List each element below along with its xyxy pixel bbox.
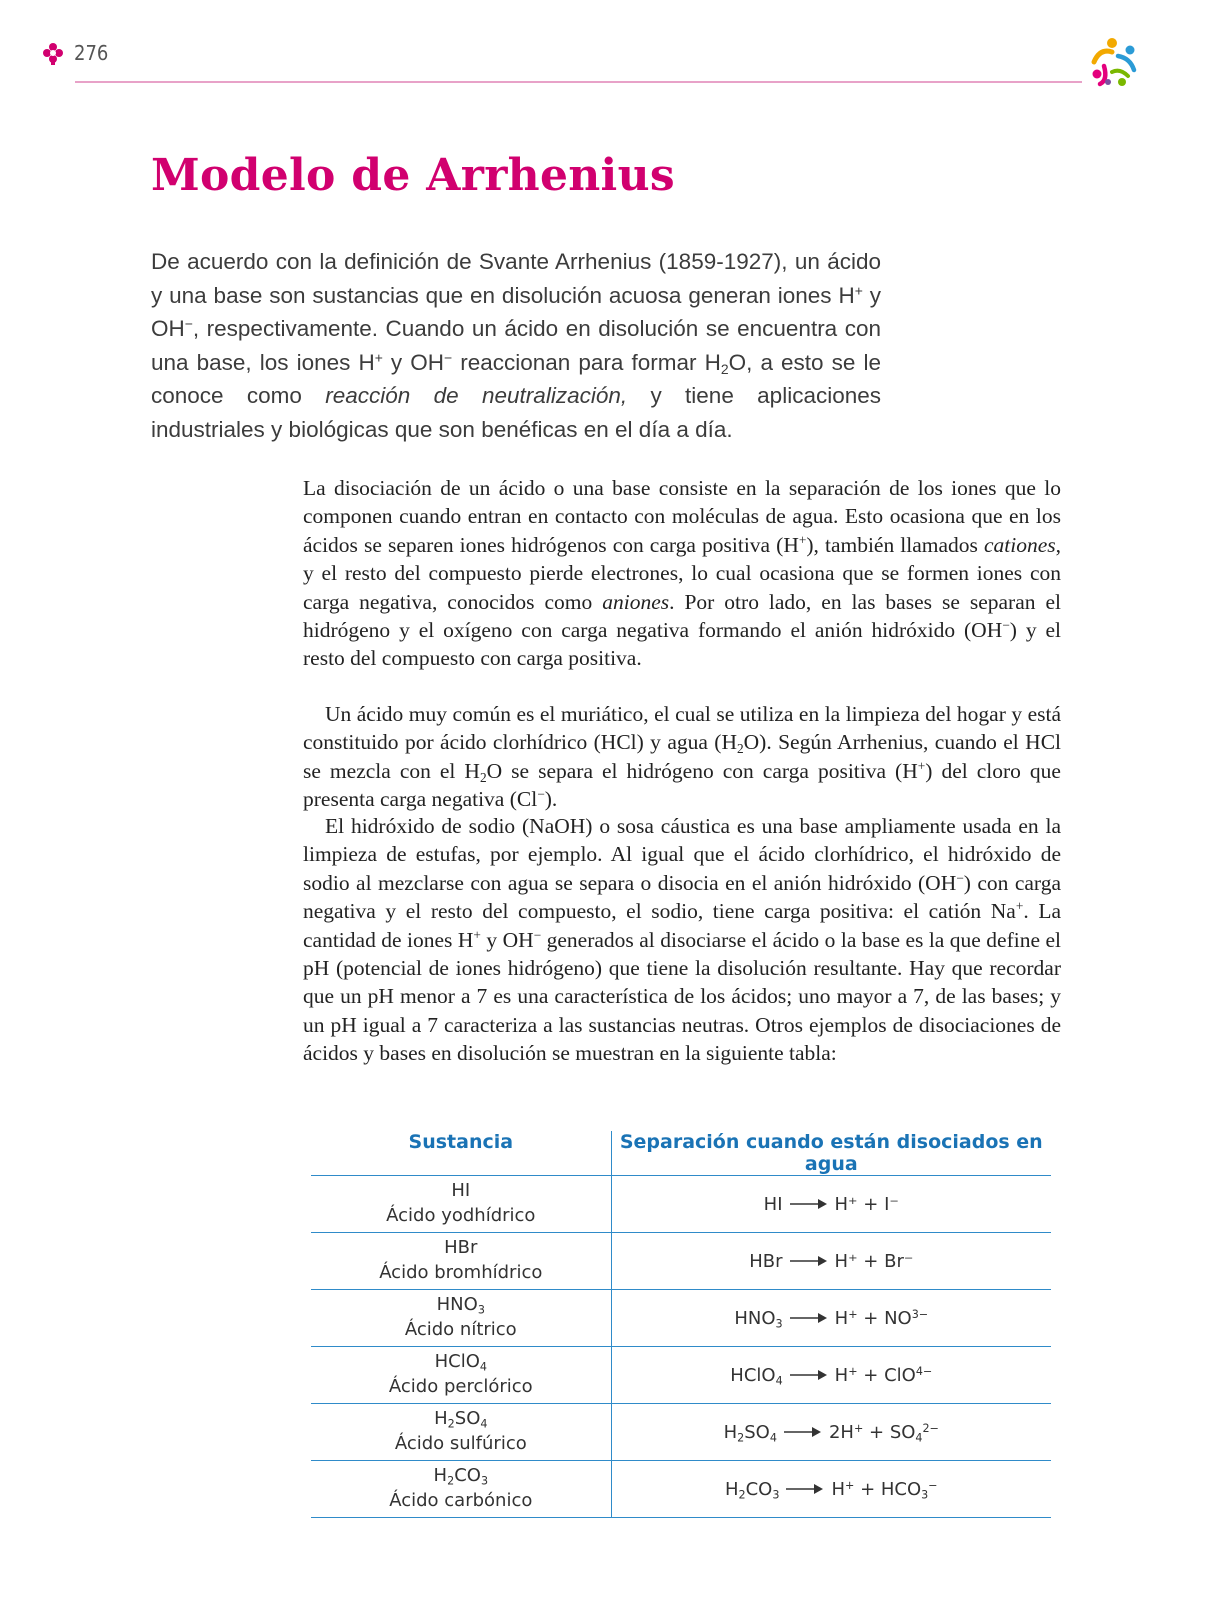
substance-name: Ácido sulfúrico [394,1433,527,1454]
reaction-cell [611,1233,1051,1290]
products: H⁺ + I⁻ [834,1193,899,1215]
arrow-right-icon [785,1483,825,1495]
page-title: Modelo de Arrhenius [151,150,675,201]
body-paragraph-muriatic: Un ácido muy común es el muriático, el cual se utiliza en la limpieza del hogar y está constituido por ácido clorhídrico (HCl) y agua $(H_2O)$. Según Arrhenius, cuando el HCl se mezcla con el $H_2O$ se separa el hidrógeno con carga positiva (H+) del cloro que presenta carga negativa (Cl−). [303,702,1062,812]
substance-cell [311,1404,611,1461]
dissociation-table [311,1131,1051,1518]
page-header [40,40,108,66]
products: $H^+ + NO^{3-}$ [834,1307,929,1329]
substance-cell [311,1290,611,1347]
table-row [311,1233,1051,1290]
reactant: $H_2CO_3$ [724,1478,780,1501]
table-row [311,1176,1051,1233]
substance-cell [311,1176,611,1233]
table-header-row [311,1131,1051,1176]
substance-formula: HClO$_4$ [434,1351,487,1374]
reaction-equation [724,1422,939,1443]
products: H+ + ClO$^{4-}$ [834,1364,933,1386]
reactant: HClO$_4$ [730,1364,783,1387]
table-row [311,1461,1051,1518]
reaction-equation [730,1365,932,1386]
substance-cell [311,1347,611,1404]
reaction-cell [611,1290,1051,1347]
reaction-cell [611,1176,1051,1233]
substance-name: Ácido nítrico [404,1319,517,1340]
page-number: 276 [74,41,109,65]
header-rule [75,81,1082,83]
substance-name: Ácido yodhídrico [386,1205,536,1226]
substance-formula: HI [451,1180,471,1201]
substance-formula: HBr [444,1237,478,1258]
substance-formula: $H_2SO_4$ [434,1408,488,1431]
reactant: HI [763,1193,783,1215]
substance-formula: $H_2CO_3$ [433,1465,489,1488]
reaction-cell [611,1461,1051,1518]
substance-cell [311,1461,611,1518]
substance-formula: $HNO_3$ [436,1294,485,1317]
reaction-equation [749,1251,913,1272]
reaction-equation [764,1194,899,1215]
substance-cell [311,1233,611,1290]
arrow-right-icon [789,1312,829,1324]
body-paragraph-naoh: El hidróxido de sodio (NaOH) o sosa cáustica es una base ampliamente usada en la limpieza de estufas, por ejemplo. Al igual que el ácido clorhídrico, el hidróxido de sodio al mezclarse con agua se separa o disocia en el anión hidróxido (OH−) con carga negativa y el resto del compuesto, el sodio, tiene carga positiva: el catión Na+. La cantidad de iones H+ y OH− generados al disociarse el ácido o la base es la que define el pH (potencial de iones hidrógeno) que tiene la disolución resultante. Hay que recordar que un pH menor a 7 es una característica de los ácidos; uno mayor a 7, de las bases; y un pH igual a 7 caracteriza a las sustancias neutras. Otros ejemplos de disociaciones de ácidos y bases en disolución se muestran en la siguiente tabla: [303,814,1061,1066]
table-header-separation: Separación cuando están disociados en agua [611,1131,1051,1176]
body-paragraph-dissociation: La disociación de un ácido o una base consiste en la separación de los iones que lo componen cuando entran en contacto con moléculas de agua. Esto ocasiona que en los ácidos se separen iones hidrógenos con carga positiva (H+), también llamados cationes, y el resto del compuesto pierde electrones, lo cual ocasiona que se formen iones con carga negativa, conocidos como aniones. Por otro lado, en las bases se separan el hidrógeno y el oxígeno con carga negativa formando el anión hidróxido (OH−) y el resto del compuesto con carga positiva. [303,476,1062,671]
flower-icon [40,40,66,66]
reaction-equation [734,1308,928,1329]
products: $H^+ + HCO_3^-$ [831,1478,938,1501]
reaction-cell [611,1347,1051,1404]
table-row [311,1290,1051,1347]
table-header-substance: Sustancia [311,1131,611,1176]
arrow-right-icon [789,1255,829,1267]
arrow-right-icon [789,1369,829,1381]
products: $2H^+ + SO_4^{2-}$ [828,1421,939,1444]
table-row [311,1404,1051,1461]
substance-name: Ácido perclórico [388,1376,533,1397]
substance-name: Ácido bromhídrico [379,1262,543,1283]
arrow-right-icon [783,1426,823,1438]
table-row [311,1347,1051,1404]
reaction-equation [725,1479,938,1500]
arrow-right-icon [789,1198,829,1210]
reaction-cell [611,1404,1051,1461]
reactant: HBr [749,1250,783,1272]
reactant: $HNO_3$ [734,1307,783,1330]
intro-paragraph: De acuerdo con la definición de Svante Arrhenius (1859-1927), un ácido y una base son sustancias que en disolución acuosa generan iones H+ y OH−, respectivamente. Cuando un ácido en disolución se encuentra con una base, los iones H+ y OH− reaccionan para formar $H_2O$, a esto se le conoce como reacción de neutralización, y tiene aplicaciones industriales y biológicas que son benéficas en el día a día. [151,249,881,442]
products: H⁺ + Br⁻ [834,1250,914,1272]
colorful-people-logo-icon [1086,36,1142,88]
reactant: $H_2SO_4$ [723,1421,777,1444]
substance-name: Ácido carbónico [389,1490,533,1511]
